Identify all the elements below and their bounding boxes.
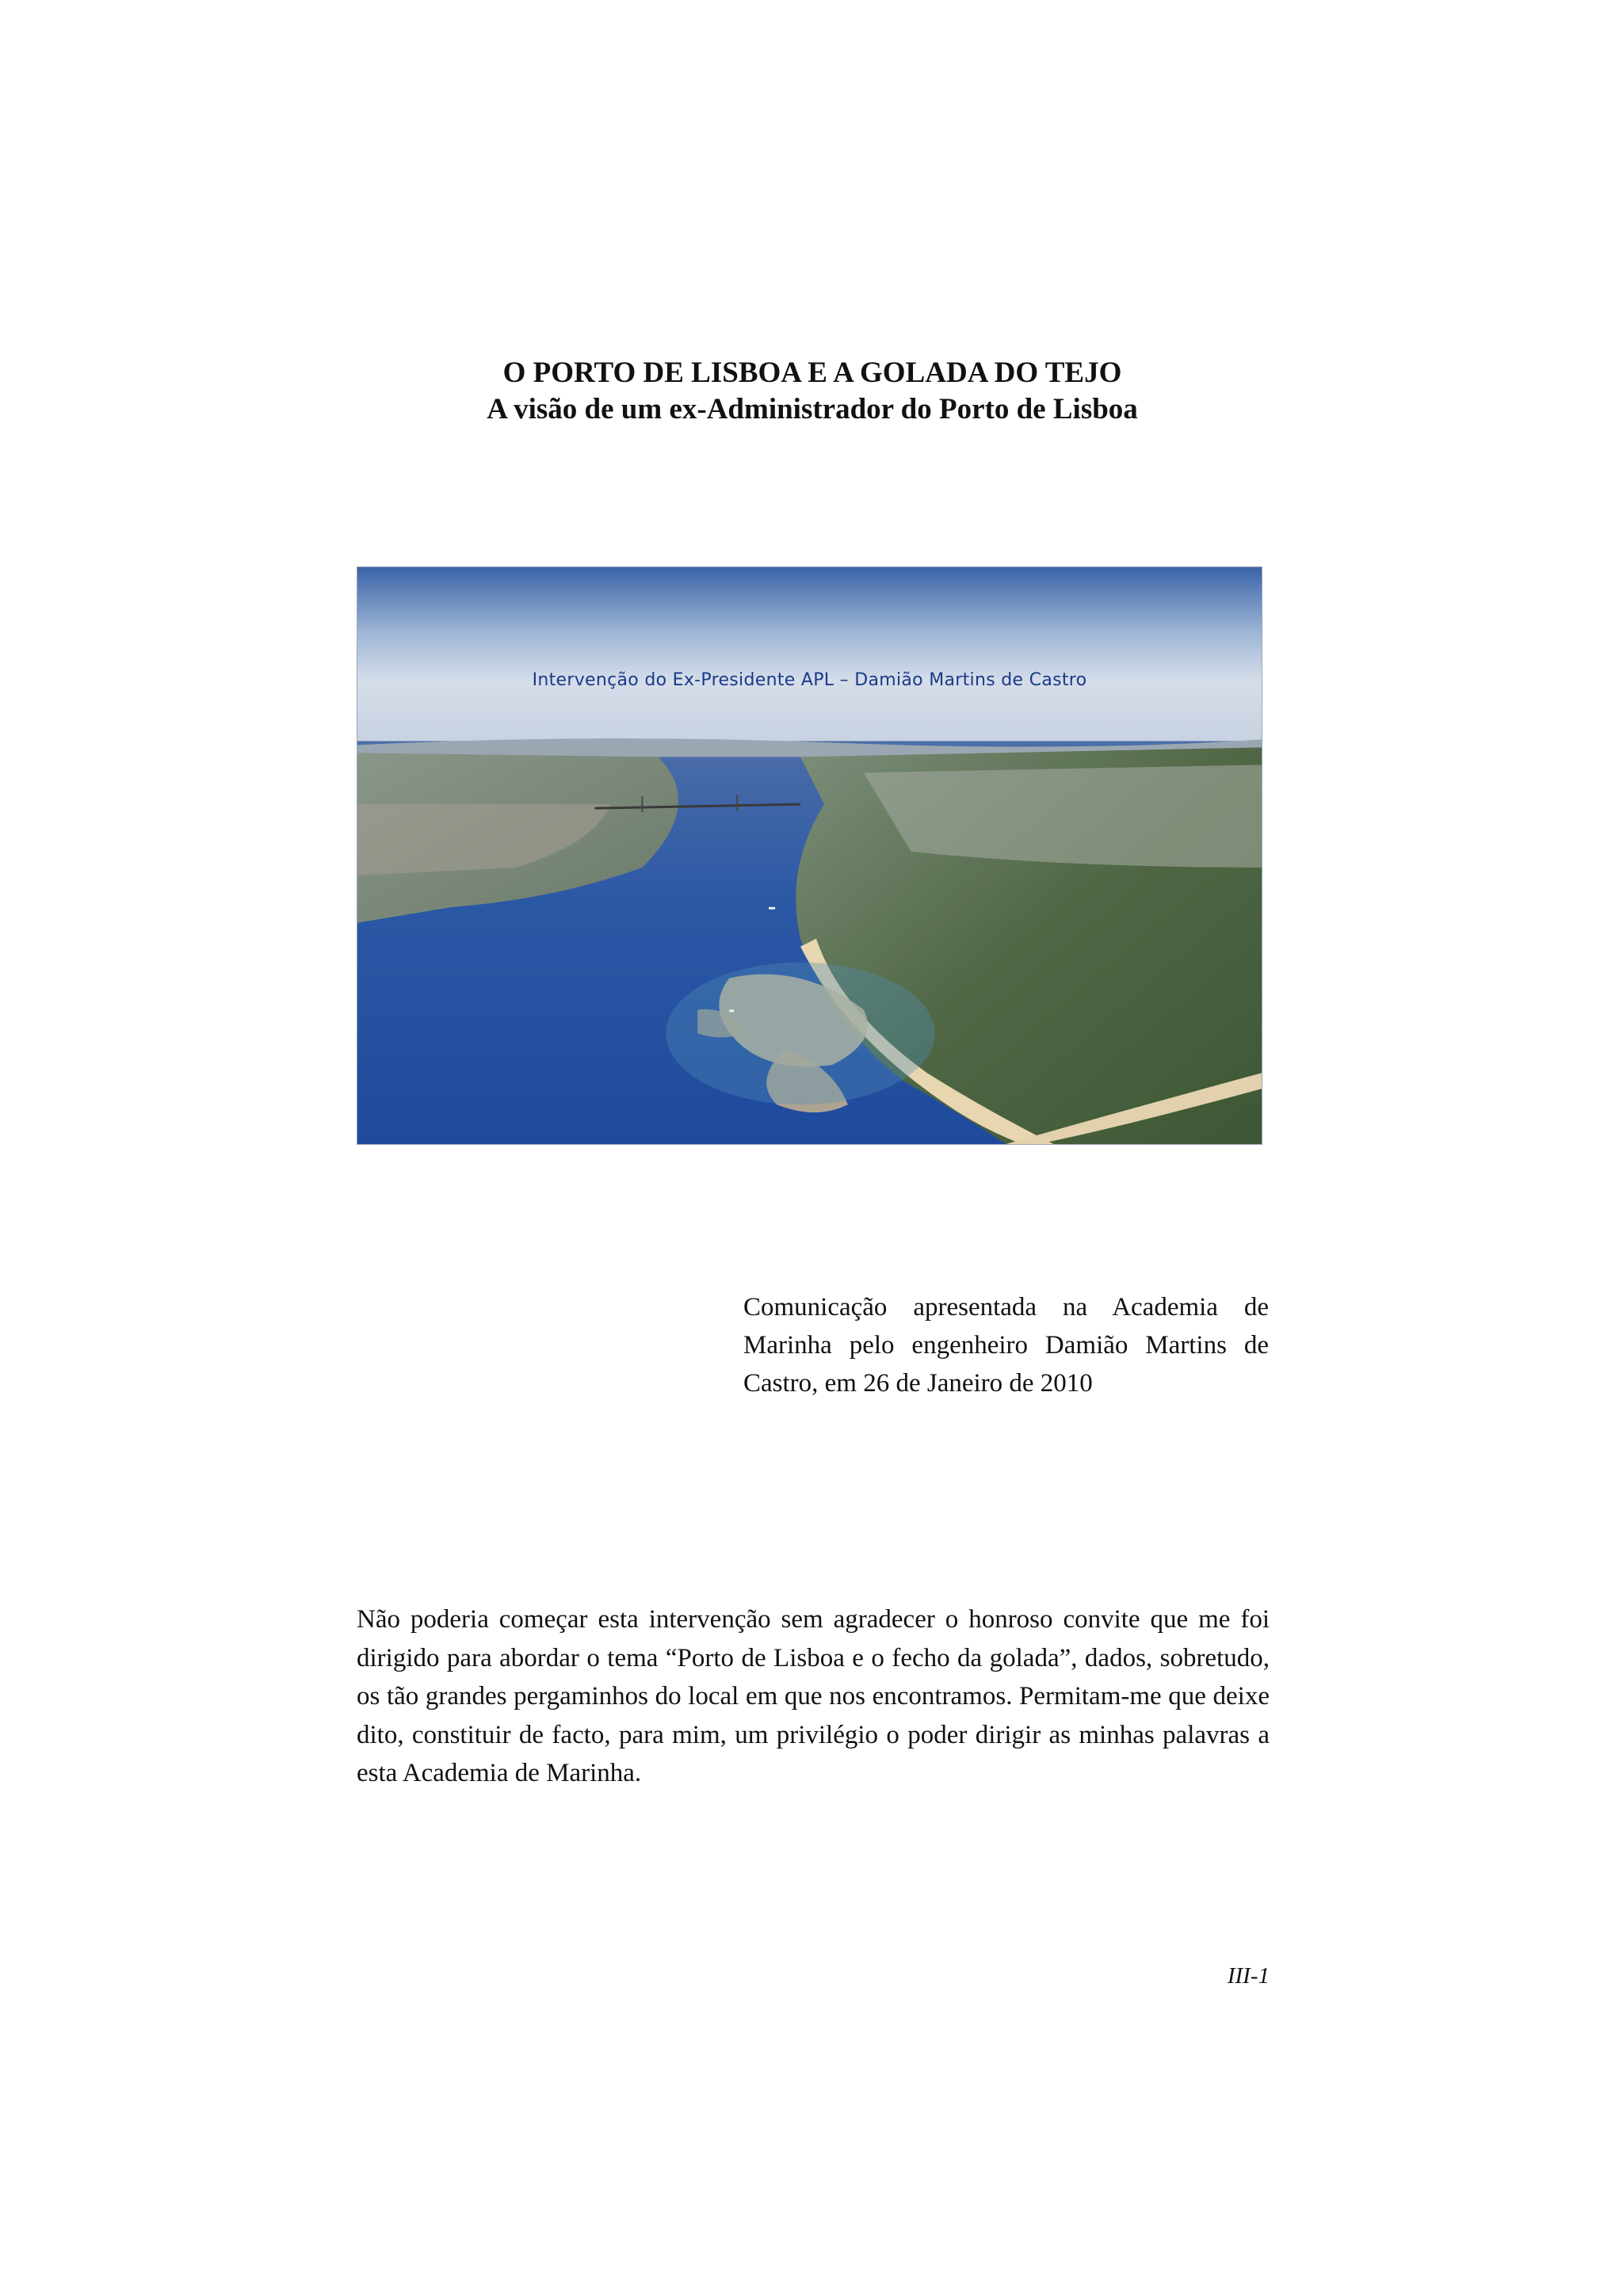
title-block: [317, 355, 1308, 428]
document-subtitle: A visão de um ex-Administrador do Porto de Lisboa: [487, 393, 1138, 425]
photo-caption: Intervenção do Ex-Presidente APL – Damião Martins de Castro: [532, 670, 1087, 690]
body-paragraph: Não poderia começar esta intervenção sem agradecer o honroso convite que me foi dirigido para abordar o tema “Porto de Lisboa e o fecho da golada”, dados, sobretudo, os tão grandes pergaminhos do local em que nos encontramos. Permitam-me que deixe dito, constituir de facto, para mim, um privilégio o poder dirigir as minhas palavras a esta Academia de Marinha.: [357, 1605, 1270, 1787]
aerial-photo-illustration: [357, 567, 1262, 1144]
aerial-photo-tagus-estuary: [357, 566, 1262, 1145]
document-title: O PORTO DE LISBOA E A GOLADA DO TEJO: [502, 357, 1122, 389]
communication-note: Comunicação apresentada na Academia de Marinha pelo engenheiro Damião Martins de Castro, em 26 de Janeiro de 2010: [743, 1293, 1269, 1398]
page-number: III-1: [1227, 1963, 1270, 1989]
